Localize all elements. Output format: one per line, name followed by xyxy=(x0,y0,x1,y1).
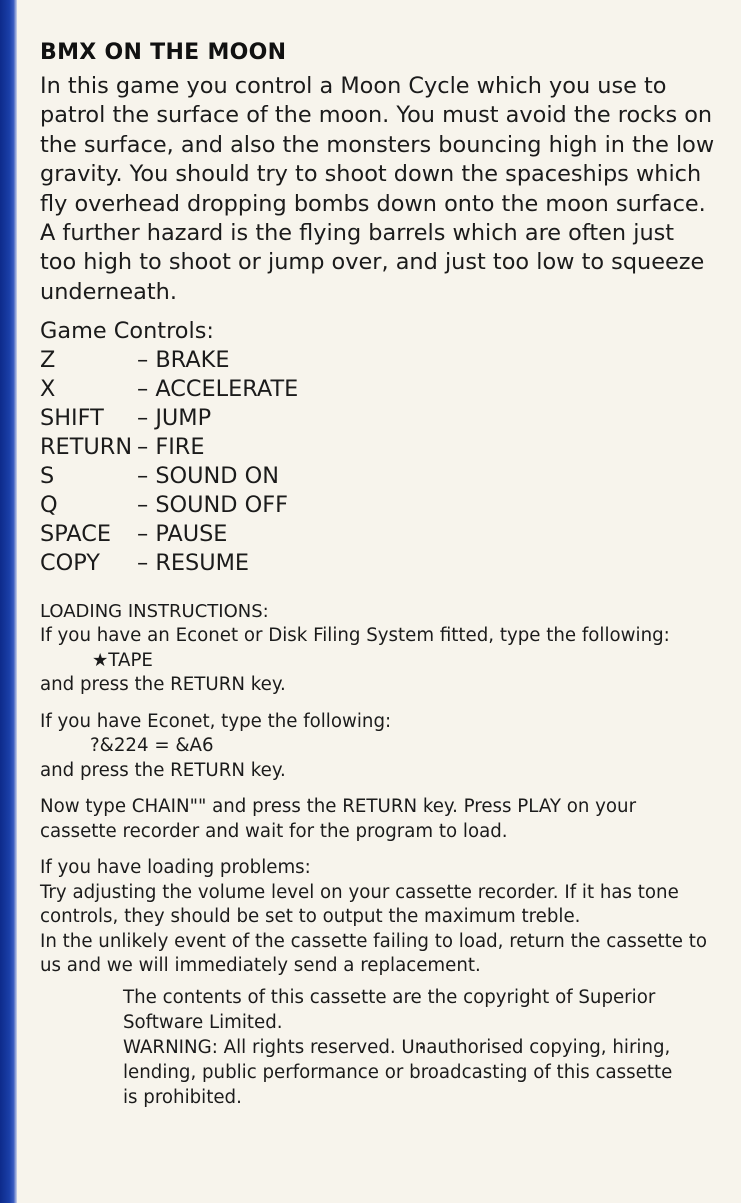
control-action: – PAUSE xyxy=(137,521,228,548)
control-row xyxy=(40,346,720,375)
spacer xyxy=(40,698,720,710)
control-row xyxy=(40,375,720,404)
loading-heading: LOADING INSTRUCTIONS: xyxy=(40,601,269,623)
document-page xyxy=(40,38,720,1110)
loading-problems-heading: If you have loading problems: xyxy=(40,857,311,879)
control-row xyxy=(40,491,720,520)
control-action: – ACCELERATE xyxy=(137,376,299,403)
loading-paragraph: and press the RETURN key. xyxy=(40,674,286,696)
loading-paragraph: Now type CHAIN"" and press the RETURN key. Press PLAY on your cassette recorder and wait for the program to load. xyxy=(40,796,637,842)
control-key: RETURN xyxy=(40,434,133,461)
copyright-notice: The contents of this cassette are the copyright of Superior Software Limited. xyxy=(123,986,656,1033)
econet-command: ?&224 = &A6 xyxy=(90,735,214,757)
control-key: S xyxy=(40,463,55,490)
warning-notice: WARNING: All rights reserved. Unauthorised copying, hiring, lending, public performance or broadcasting of this cassette is prohibited. xyxy=(123,1036,673,1108)
controls-heading: Game Controls: xyxy=(40,318,214,345)
control-row xyxy=(40,462,720,491)
control-row xyxy=(40,520,720,549)
control-key: COPY xyxy=(40,550,100,577)
loading-paragraph: In the unlikely event of the cassette failing to load, return the cassette to us and we will immediately send a replacement. xyxy=(40,930,708,977)
page-title: BMX ON THE MOON xyxy=(40,40,287,65)
control-key: Q xyxy=(40,492,58,519)
control-row xyxy=(40,549,720,578)
control-action: – JUMP xyxy=(137,405,212,432)
tape-command: ★TAPE xyxy=(92,649,153,671)
control-row xyxy=(40,404,720,433)
spacer xyxy=(40,783,720,795)
spacer xyxy=(40,844,720,856)
control-key: SPACE xyxy=(40,521,111,548)
loading-paragraph: Try adjusting the volume level on your cassette recorder. If it has tone controls, they should be set to output the maximum treble. xyxy=(40,881,679,928)
control-key: X xyxy=(40,376,56,403)
loading-paragraph: and press the RETURN key. xyxy=(40,759,286,781)
control-action: – BRAKE xyxy=(137,347,230,374)
cover-edge-stripe xyxy=(0,0,17,1203)
loading-paragraph: If you have Econet, type the following: xyxy=(40,710,392,732)
control-key: SHIFT xyxy=(40,405,104,432)
control-action: – FIRE xyxy=(137,434,205,461)
controls-list xyxy=(40,346,720,578)
control-action: – SOUND ON xyxy=(137,463,280,490)
control-key: Z xyxy=(40,347,56,374)
control-action: – SOUND OFF xyxy=(137,492,289,519)
intro-paragraph: In this game you control a Moon Cycle which you use to patrol the surface of the moon. You must avoid the rocks on the surface, and also the monsters bouncing high in the low gravity. You should try to shoot down the spaceships which fly overhead dropping bombs down onto the moon surface. A further hazard is the flying barrels which are often just too high to shoot or jump over, and just too low to squeeze underneath. xyxy=(40,73,715,305)
loading-paragraph: If you have an Econet or Disk Filing System fitted, type the following: xyxy=(40,625,670,647)
control-row xyxy=(40,433,720,462)
control-action: – RESUME xyxy=(137,550,250,577)
